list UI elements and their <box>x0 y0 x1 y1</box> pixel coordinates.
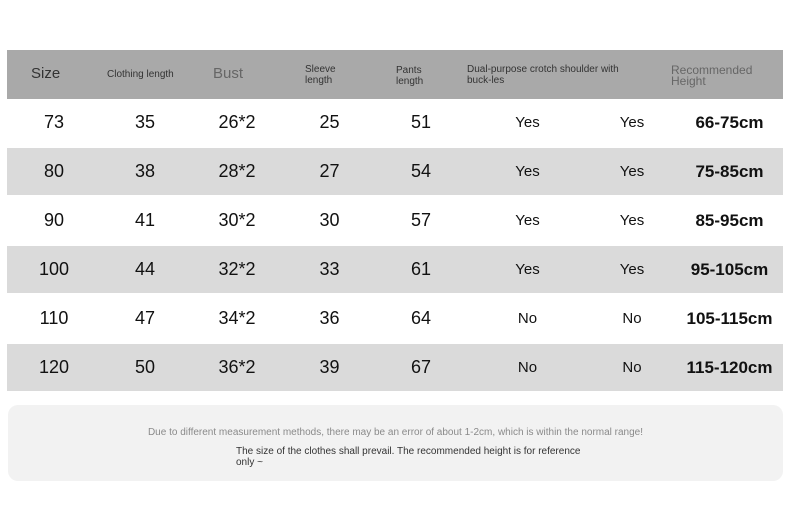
cell-pants-length: 64 <box>410 308 432 328</box>
cell-crotch: Yes <box>515 114 540 131</box>
cell-crotch: Yes <box>515 261 540 278</box>
cell-recommended-height: 115-120cm <box>686 358 773 377</box>
cell-sleeve-length: 30 <box>319 210 340 230</box>
cell-bust: 28*2 <box>218 161 256 181</box>
cell-crotch: Yes <box>515 212 540 229</box>
table-row <box>7 197 783 246</box>
cell-sleeve-length: 39 <box>319 357 340 377</box>
table-row <box>7 246 783 295</box>
cell-size: 90 <box>43 210 65 230</box>
cell-clothing-length: 47 <box>134 308 156 328</box>
cell-bust: 30*2 <box>218 210 256 230</box>
size-prevail-note: The size of the clothes shall prevail. The recommended height is for reference only ~ <box>236 446 581 468</box>
cell-crotch: Yes <box>515 163 540 180</box>
header-bust: Bust <box>213 65 244 82</box>
header-clothing-length: Clothing length <box>107 69 174 80</box>
cell-sleeve-length: 33 <box>319 259 340 279</box>
cell-clothing-length: 35 <box>134 112 156 132</box>
cell-clothing-length: 41 <box>134 210 156 230</box>
header-sleeve-length: Sleeve length <box>305 64 336 86</box>
cell-pants-length: 57 <box>410 210 432 230</box>
cell-shoulder: Yes <box>619 163 645 180</box>
size-chart-table <box>7 50 783 393</box>
cell-sleeve-length: 36 <box>319 308 340 328</box>
note-box <box>8 405 783 481</box>
cell-sleeve-length: 27 <box>319 161 340 181</box>
cell-shoulder: No <box>622 310 642 327</box>
measurement-error-note: Due to different measurement methods, there may be an error of about 1-2cm, which is within the normal range! <box>147 427 644 438</box>
cell-crotch: No <box>517 310 538 327</box>
table-header <box>7 50 783 99</box>
cell-recommended-height: 95-105cm <box>690 260 769 279</box>
header-size: Size <box>31 65 61 82</box>
cell-bust: 34*2 <box>218 308 256 328</box>
cell-bust: 36*2 <box>218 357 256 377</box>
cell-recommended-height: 105-115cm <box>686 309 773 328</box>
cell-clothing-length: 44 <box>134 259 156 279</box>
cell-clothing-length: 50 <box>134 357 156 377</box>
cell-pants-length: 51 <box>410 112 432 132</box>
cell-size: 80 <box>43 161 65 181</box>
cell-bust: 26*2 <box>218 112 256 132</box>
cell-bust: 32*2 <box>218 259 256 279</box>
cell-size: 110 <box>39 308 69 328</box>
cell-recommended-height: 75-85cm <box>695 162 764 181</box>
cell-crotch: No <box>517 359 538 376</box>
table-row <box>7 295 783 344</box>
cell-shoulder: Yes <box>619 212 645 229</box>
table-row <box>7 344 783 393</box>
cell-size: 73 <box>43 112 65 132</box>
cell-sleeve-length: 25 <box>319 112 340 132</box>
cell-shoulder: Yes <box>619 114 645 131</box>
cell-pants-length: 67 <box>410 357 432 377</box>
cell-recommended-height: 85-95cm <box>695 211 764 230</box>
cell-shoulder: No <box>622 359 642 376</box>
table-row <box>7 148 783 197</box>
header-dual-purpose: Dual-purpose crotch shoulder with buck-les <box>467 64 619 86</box>
cell-recommended-height: 66-75cm <box>695 113 764 132</box>
header-recommended-height: Recommended Height <box>671 63 753 88</box>
header-pants-length: Pants length <box>396 65 424 87</box>
cell-shoulder: Yes <box>619 261 645 278</box>
cell-pants-length: 54 <box>410 161 432 181</box>
cell-pants-length: 61 <box>410 259 432 279</box>
cell-size: 120 <box>38 357 70 377</box>
cell-clothing-length: 38 <box>134 161 156 181</box>
table-row <box>7 99 783 148</box>
cell-size: 100 <box>38 259 70 279</box>
